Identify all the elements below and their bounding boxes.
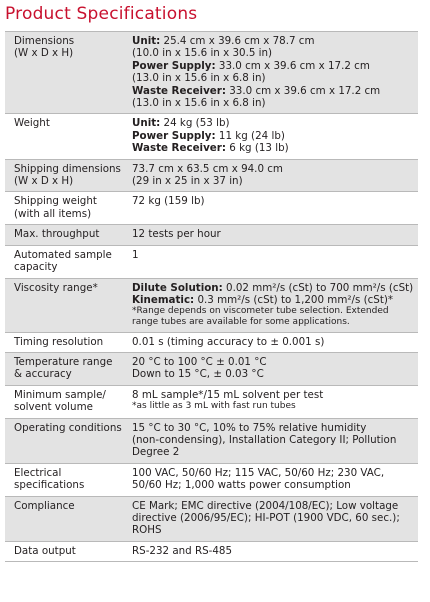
spec-label-line: Dimensions — [14, 35, 75, 47]
spec-value-text: 0.01 s (timing accuracy to ± 0.001 s) — [132, 335, 325, 348]
spec-label-line: Max. throughput — [14, 228, 100, 241]
spec-value-key: Unit: — [132, 35, 161, 47]
spec-label — [5, 464, 126, 496]
spec-row — [5, 279, 418, 333]
spec-value — [126, 333, 418, 352]
spec-value — [126, 542, 418, 561]
spec-label — [5, 386, 126, 418]
spec-value-text: RS-232 and RS-485 — [132, 544, 233, 557]
spec-value-text: 12 tests per hour — [132, 228, 221, 241]
spec-value-line — [132, 545, 414, 557]
spec-value-text: (13.0 in x 15.6 in x 6.8 in) — [132, 72, 266, 85]
spec-value-line — [132, 97, 414, 109]
spec-value — [126, 32, 418, 113]
spec-label-line: Temperature range — [14, 355, 113, 368]
spec-row — [5, 225, 418, 245]
spec-label — [5, 32, 126, 113]
spec-value — [126, 386, 418, 418]
spec-value-text: 25.4 cm x 39.6 cm x 78.7 cm — [160, 35, 315, 47]
spec-label-line: (W x D x H) — [14, 47, 74, 60]
spec-label — [5, 353, 126, 385]
spec-value-text: 15 °C to 30 °C, 10% to 75% relative humidity — [132, 421, 367, 434]
spec-value-text: 72 kg (159 lb) — [132, 195, 205, 208]
spec-label-line: Shipping dimensions — [14, 162, 121, 175]
spec-label-line: solvent volume — [14, 401, 93, 414]
spec-value-text: ROHS — [132, 524, 162, 537]
spec-label-line: Timing resolution — [14, 335, 104, 348]
spec-value — [126, 353, 418, 385]
spec-label — [5, 192, 126, 224]
spec-label-line: Electrical — [14, 466, 62, 479]
spec-value — [126, 419, 418, 463]
spec-value-key: Power Supply: — [132, 129, 216, 142]
spec-value-text: 11 kg (24 lb) — [215, 129, 285, 142]
spec-value-line — [132, 35, 414, 47]
spec-value-line — [132, 500, 414, 512]
spec-value-line — [132, 163, 414, 175]
spec-value-text: 0.02 mm²/s (cSt) to 700 mm²/s (cSt) — [222, 281, 414, 294]
spec-table — [5, 31, 418, 562]
spec-value-line — [132, 389, 414, 401]
spec-row — [5, 160, 418, 193]
spec-label-line: & accuracy — [14, 368, 72, 381]
spec-row — [5, 419, 418, 464]
spec-label — [5, 279, 126, 332]
spec-value-key: Unit: — [132, 117, 161, 130]
spec-row — [5, 32, 418, 114]
spec-label — [5, 542, 126, 561]
spec-value-line — [132, 228, 414, 240]
spec-value-text: (10.0 in x 15.6 in x 30.5 in) — [132, 47, 273, 60]
spec-value-text: directive (2006/95/EC); HI-POT (1900 VDC, 60 sec.); — [132, 511, 400, 524]
spec-label — [5, 333, 126, 352]
spec-value-text: CE Mark; EMC directive (2004/108/EC); Low voltage — [132, 499, 399, 512]
spec-label-line: specifications — [14, 479, 85, 492]
spec-value-text: 73.7 cm x 63.5 cm x 94.0 cm — [132, 162, 283, 175]
page-title: Product Specifications — [5, 4, 198, 24]
spec-value-key: Dilute Solution: — [132, 281, 223, 294]
spec-value-line — [132, 117, 414, 129]
spec-value-key: Waste Receiver: — [132, 84, 226, 97]
spec-footnote: *Range depends on viscometer tube selection. Extended — [132, 306, 389, 317]
spec-value-text: 0.3 mm²/s (cSt) to 1,200 mm²/s (cSt)* — [194, 293, 394, 306]
spec-label-line: Minimum sample/ — [14, 388, 106, 401]
spec-value-line — [132, 72, 414, 84]
spec-value-line — [132, 368, 414, 380]
spec-label — [5, 160, 126, 192]
spec-value-line — [132, 130, 414, 142]
spec-value — [126, 160, 418, 192]
spec-value-line — [132, 142, 414, 154]
spec-value — [126, 497, 418, 541]
spec-row — [5, 192, 418, 225]
spec-label-line: Shipping weight — [14, 195, 97, 208]
spec-value — [126, 464, 418, 496]
spec-label-line: (with all items) — [14, 207, 92, 220]
spec-value-text: 100 VAC, 50/60 Hz; 115 VAC, 50/60 Hz; 230 VAC, — [132, 466, 385, 479]
spec-value-key: Kinematic: — [132, 293, 195, 306]
spec-value-line — [132, 85, 414, 97]
spec-value-line — [132, 60, 414, 72]
spec-footnote: *as little as 3 mL with fast run tubes — [132, 401, 296, 412]
spec-value-line — [132, 422, 414, 434]
spec-value-line — [132, 524, 414, 536]
spec-label — [5, 246, 126, 278]
spec-value-text: 1 — [132, 248, 139, 261]
spec-label — [5, 497, 126, 541]
spec-value-line — [132, 467, 414, 479]
spec-label-line: Viscosity range* — [14, 281, 98, 294]
spec-value-line — [132, 434, 414, 446]
spec-label — [5, 419, 126, 463]
spec-value — [126, 279, 418, 332]
spec-value-text: Degree 2 — [132, 446, 180, 459]
spec-value-key: Waste Receiver: — [132, 142, 226, 155]
spec-row — [5, 246, 418, 279]
spec-label-line: Compliance — [14, 499, 75, 512]
spec-value-text: (29 in x 25 in x 37 in) — [132, 175, 243, 188]
spec-value-line — [132, 249, 414, 261]
spec-label-line: Operating conditions — [14, 421, 122, 434]
spec-value-text: 20 °C to 100 °C ± 0.01 °C — [132, 355, 267, 368]
spec-value — [126, 114, 418, 158]
spec-value-text: 24 kg (53 lb) — [160, 117, 230, 130]
spec-label-line: Data output — [14, 544, 76, 557]
spec-label — [5, 114, 126, 158]
spec-row — [5, 386, 418, 419]
spec-value — [126, 225, 418, 244]
spec-value-line — [132, 47, 414, 59]
spec-value-text: (13.0 in x 15.6 in x 6.8 in) — [132, 97, 266, 110]
spec-label-line: capacity — [14, 261, 58, 274]
spec-row — [5, 497, 418, 542]
spec-value-text: 33.0 cm x 39.6 cm x 17.2 cm — [225, 84, 381, 97]
spec-value — [126, 246, 418, 278]
spec-label-line: Weight — [14, 117, 50, 130]
spec-value-line — [132, 175, 414, 187]
spec-value-line — [132, 294, 414, 306]
spec-value-text: 8 mL sample*/15 mL solvent per test — [132, 388, 324, 401]
spec-label-line: (W x D x H) — [14, 175, 74, 188]
spec-value-line — [132, 479, 414, 491]
spec-value-key: Power Supply: — [132, 59, 216, 72]
spec-label — [5, 225, 126, 244]
spec-row — [5, 333, 418, 353]
spec-value-line — [132, 356, 414, 368]
spec-value — [126, 192, 418, 224]
spec-value-text: 50/60 Hz; 1,000 watts power consumption — [132, 479, 351, 492]
spec-footnote: range tubes are available for some applications. — [132, 316, 350, 327]
spec-value-line — [132, 512, 414, 524]
spec-row — [5, 464, 418, 497]
spec-value-text: Down to 15 °C, ± 0.03 °C — [132, 368, 264, 381]
spec-value-text: 6 kg (13 lb) — [225, 142, 289, 155]
spec-value-line — [132, 282, 414, 294]
spec-value-line — [132, 195, 414, 207]
spec-row — [5, 114, 418, 159]
spec-row — [5, 542, 418, 562]
spec-value-line — [132, 336, 414, 348]
spec-value-text: (non-condensing), Installation Category II; Pollution — [132, 433, 397, 446]
spec-value-text: 33.0 cm x 39.6 cm x 17.2 cm — [215, 59, 370, 72]
spec-value-line — [132, 446, 414, 458]
spec-row — [5, 353, 418, 386]
spec-label-line: Automated sample — [14, 248, 112, 261]
